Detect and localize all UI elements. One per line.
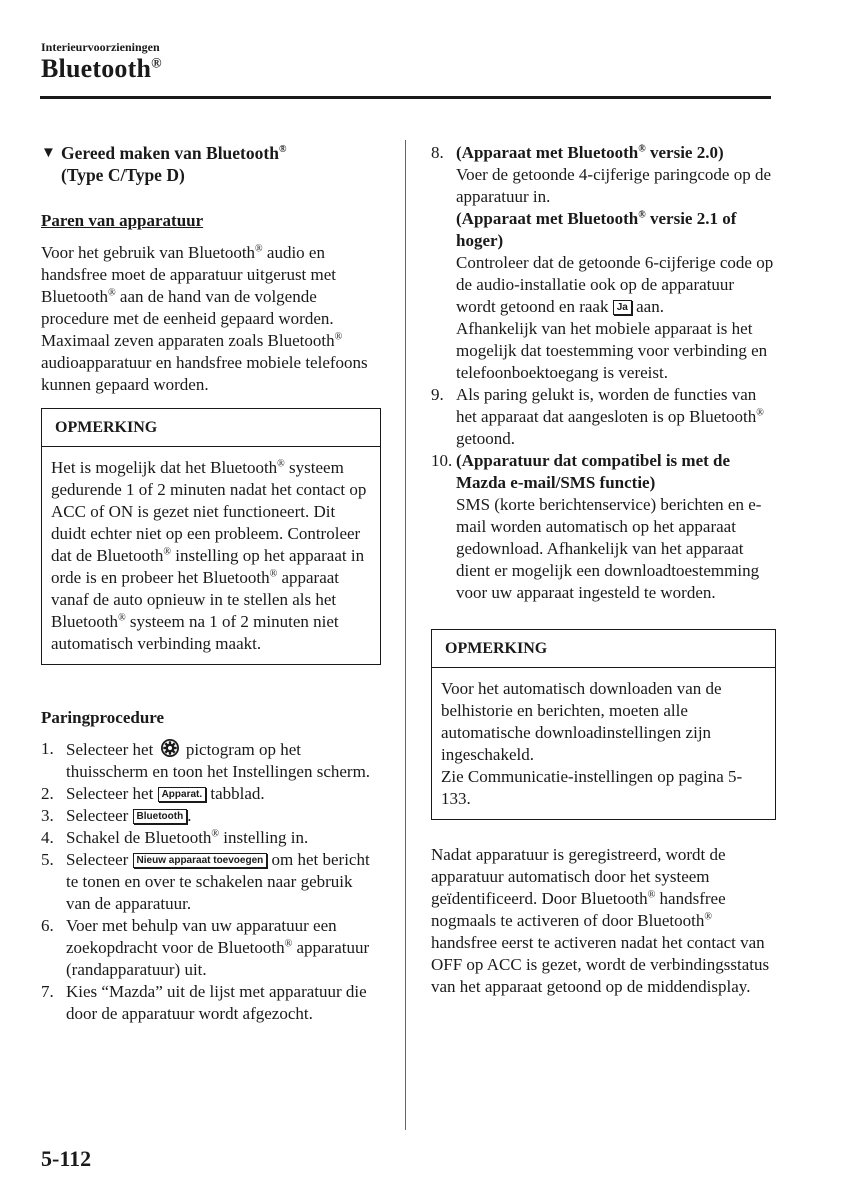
procedure-subheading: Paringprocedure <box>41 708 165 727</box>
list-item: 10. (Apparatuur dat compatibel is met de Mazda e-mail/SMS functie) SMS (korte berichtenservice) berichten en e-mail worden automatisch op het apparaat gedownload. Afhankelijk van het apparaat dient er mogelijk een downloadtoestemming voor uw apparaat ingesteld te worden. <box>431 451 762 602</box>
list-item: 9. Als paring gelukt is, worden de functies van het apparaat dat aangesloten is op Bluetooth® getoond. <box>431 385 764 448</box>
list-item: 2. Selecteer het Apparat. tabblad. <box>41 784 265 803</box>
ja-button: Ja <box>613 300 632 315</box>
pairing-subheading: Paren van apparatuur <box>41 211 204 230</box>
section-label: Interieurvoorzieningen <box>41 40 160 54</box>
list-item: 1. Selecteer het pictogram op het thuisscherm en toon het Instellingen scherm. <box>41 739 371 781</box>
list-item: 6. Voer met behulp van uw apparatuur een zoekopdracht voor de Bluetooth® apparatuur (randapparatuur) uit. <box>41 916 370 979</box>
list-item: 4. Schakel de Bluetooth® instelling in. <box>41 828 309 847</box>
note-box-2 <box>431 629 776 820</box>
note-body: Het is mogelijk dat het Bluetooth® systeem gedurende 1 of 2 minuten nadat het contact op ACC of ON is gezet niet functioneert. Dit duidt echter niet op een probleem. Controleer dat de Bluetooth® instelling op het apparaat in orde is en probeer het Bluetooth® apparaat vanaf de auto opnieuw in te stellen als het Bluetooth® systeem na 1 of 2 minuten niet automatisch verbinding maakt. <box>51 458 367 653</box>
page-number: 5-112 <box>41 1146 92 1171</box>
left-column <box>41 142 381 1025</box>
bluetooth-button: Bluetooth <box>133 809 188 824</box>
section-heading: ▼ Gereed maken van Bluetooth® (Type C/Type D) <box>41 143 287 185</box>
list-item: 8. (Apparaat met Bluetooth® versie 2.0) Voer de getoonde 4-cijferige paringcode op de apparatuur in. (Apparaat met Bluetooth® versie 2.1 of hoger) Controleer dat de getoonde 6-cijferige code op de audio-installatie ook op de apparatuur wordt getoond en raak Ja aan. Afhankelijk van het mobiele apparaat is het mogelijk dat toestemming voor verbinding en telefoonboektoegang is vereist. <box>431 143 774 382</box>
note-box-1 <box>41 408 381 665</box>
column-divider <box>405 140 406 1130</box>
right-column <box>431 142 776 998</box>
note-heading: OPMERKING <box>42 409 380 447</box>
list-item: 3. Selecteer Bluetooth . <box>41 806 192 825</box>
closing-paragraph: Nadat apparatuur is geregistreerd, wordt de apparatuur automatisch door het systeem geïdentificeerd. Door Bluetooth® handsfree nogmaals te activeren of door Bluetooth® handsfree eerst te activeren nadat het contact van OFF op ACC is gezet, wordt de verbindingsstatus van het apparaat getoond op de middendisplay. <box>431 845 770 996</box>
add-device-button: Nieuw apparaat toevoegen <box>133 853 268 868</box>
procedure-steps-continued <box>431 142 776 604</box>
page-title: Bluetooth® <box>41 54 162 83</box>
gear-settings-icon <box>160 738 180 758</box>
list-item: 5. Selecteer Nieuw apparaat toevoegen om het bericht te tonen en over te schakelen naar gebruik van de apparatuur. <box>41 850 370 913</box>
list-item: 7. Kies “Mazda” uit de lijst met apparatuur die door de apparatuur wordt afgezocht. <box>41 982 367 1023</box>
note-body: Voor het automatisch downloaden van de belhistorie en berichten, moeten alle automatische downloadinstellingen zijn ingeschakeld. Zie Communicatie-instellingen op pagina 5-133. <box>441 679 743 808</box>
note-heading: OPMERKING <box>432 630 775 668</box>
title-rule <box>40 96 771 99</box>
apparat-tab-button: Apparat. <box>158 787 207 802</box>
procedure-steps <box>41 738 381 1025</box>
triangle-bullet-icon: ▼ <box>41 145 56 161</box>
intro-paragraph: Voor het gebruik van Bluetooth® audio en handsfree moet de apparatuur uitgerust met Bluetooth® aan de hand van de volgende procedure met de eenheid gepaard worden. Maximaal zeven apparaten zoals Bluetooth® audioapparatuur en handsfree mobiele telefoons kunnen gepaard worden. <box>41 243 368 394</box>
